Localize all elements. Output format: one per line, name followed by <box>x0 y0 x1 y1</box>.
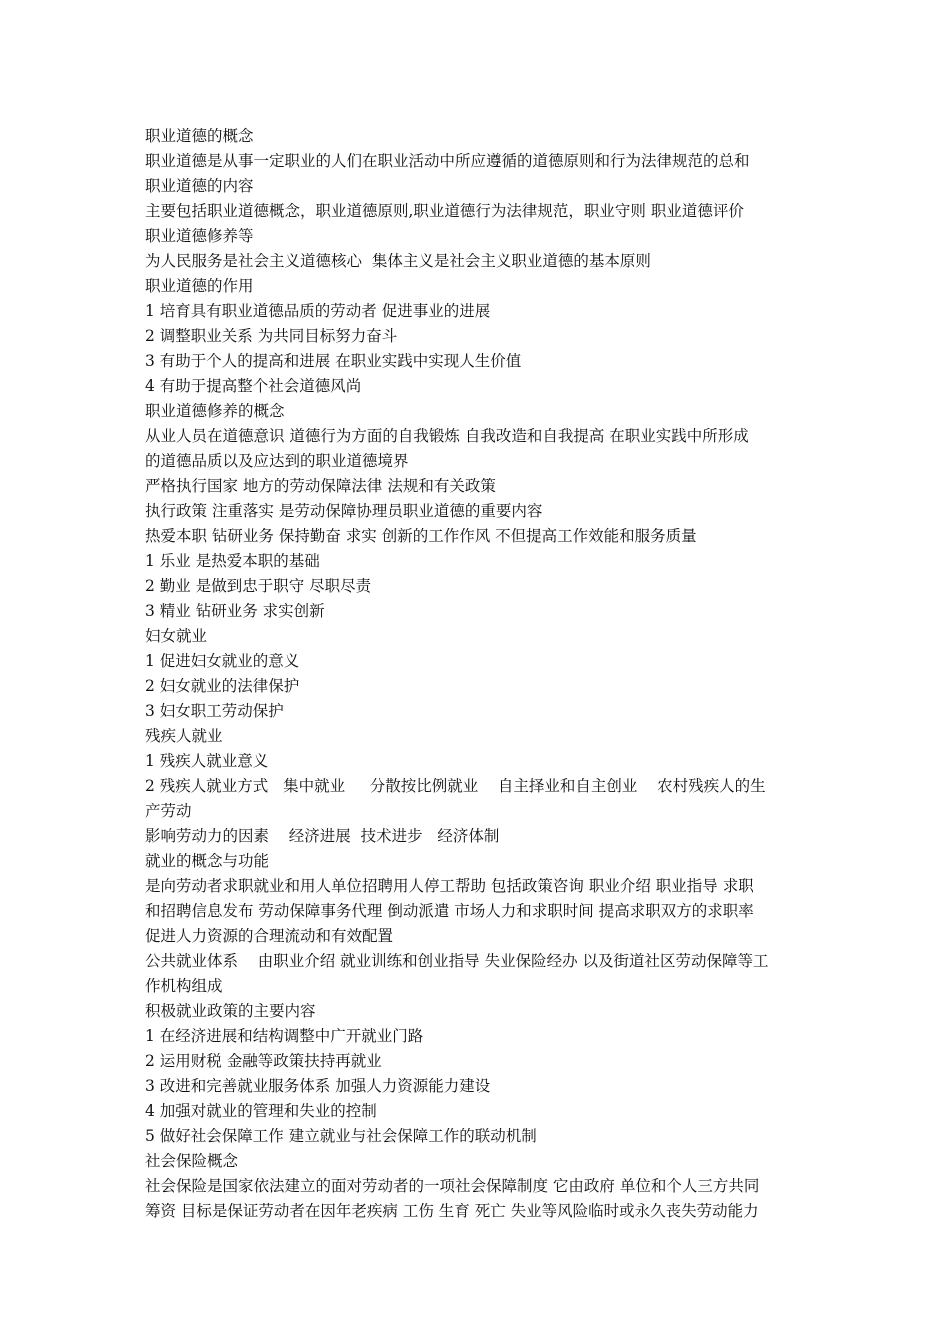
heading-ethics-cultivation-concept: 职业道德修养的概念 <box>145 402 285 420</box>
document-page <box>145 124 813 1224</box>
heading-employment-concept-function: 就业的概念与功能 <box>145 852 270 870</box>
heading-active-employment-policy: 积极就业政策的主要内容 <box>145 1002 316 1020</box>
list-item: 3 精业 钻研业务 求实创新 <box>145 602 325 620</box>
list-item: 1 在经济进展和结构调整中广开就业门路 <box>145 1027 424 1045</box>
list-item: 1 残疾人就业意义 <box>145 752 269 770</box>
paragraph-line: 主要包括职业道德概念，职业道德原则,职业道德行为法律规范，职业守则 职业道德评价 <box>145 202 744 220</box>
paragraph-line: 严格执行国家 地方的劳动保障法律 法规和有关政策 <box>145 477 496 495</box>
paragraph-line: 的道德品质以及应达到的职业道德境界 <box>145 452 409 470</box>
heading-social-insurance-concept: 社会保险概念 <box>145 1152 239 1170</box>
paragraph-line: 促进人力资源的合理流动和有效配置 <box>145 927 394 945</box>
paragraph-line: 职业道德修养等 <box>145 227 254 245</box>
list-item: 2 运用财税 金融等政策扶持再就业 <box>145 1052 382 1070</box>
paragraph-line: 是向劳动者求职就业和用人单位招聘用人停工帮助 包括政策咨询 职业介绍 职业指导 求职 <box>145 877 754 895</box>
list-item: 2 妇女就业的法律保护 <box>145 677 300 695</box>
list-item: 2 勤业 是做到忠于职守 尽职尽责 <box>145 577 372 595</box>
paragraph-line: 和招聘信息发布 劳动保障事务代理 倒动派遣 市场人力和求职时间 提高求职双方的求职率 <box>145 902 754 920</box>
heading-professional-ethics-concept: 职业道德的概念 <box>145 127 254 145</box>
heading-professional-ethics-content: 职业道德的内容 <box>145 177 254 195</box>
heading-professional-ethics-role: 职业道德的作用 <box>145 277 254 295</box>
list-item: 4 加强对就业的管理和失业的控制 <box>145 1102 377 1120</box>
list-item: 4 有助于提高整个社会道德风尚 <box>145 377 362 395</box>
list-item: 2 调整职业关系 为共同目标努力奋斗 <box>145 327 398 345</box>
list-item: 3 妇女职工劳动保护 <box>145 702 284 720</box>
paragraph-line: 影响劳动力的因素 经济进展 技术进步 经济体制 <box>145 827 500 845</box>
paragraph-line: 筹资 目标是保证劳动者在因年老疾病 工伤 生育 死亡 失业等风险临时或永久丧失劳动能力 <box>145 1202 759 1220</box>
heading-disabled-employment: 残疾人就业 <box>145 727 223 745</box>
paragraph-line: 执行政策 注重落实 是劳动保障协理员职业道德的重要内容 <box>145 502 543 520</box>
paragraph-line: 从业人员在道德意识 道德行为方面的自我锻炼 自我改造和自我提高 在职业实践中所形成 <box>145 427 749 445</box>
paragraph-line: 公共就业体系 由职业介绍 就业训练和创业指导 失业保险经办 以及街道社区劳动保障等工 <box>145 952 769 970</box>
paragraph-line: 社会保险是国家依法建立的面对劳动者的一项社会保障制度 它由政府 单位和个人三方共同 <box>145 1177 760 1195</box>
list-item: 1 乐业 是热爱本职的基础 <box>145 552 320 570</box>
paragraph-line: 热爱本职 钻研业务 保持勤奋 求实 创新的工作作风 不但提高工作效能和服务质量 <box>145 527 697 545</box>
list-item: 1 培育具有职业道德品质的劳动者 促进事业的进展 <box>145 302 491 320</box>
list-item: 3 改进和完善就业服务体系 加强人力资源能力建设 <box>145 1077 491 1095</box>
list-item: 5 做好社会保障工作 建立就业与社会保障工作的联动机制 <box>145 1127 537 1145</box>
list-item: 2 残疾人就业方式 集中就业 分散按比例就业 自主择业和自主创业 农村残疾人的生 <box>145 777 766 795</box>
list-item: 3 有助于个人的提高和进展 在职业实践中实现人生价值 <box>145 352 522 370</box>
heading-women-employment: 妇女就业 <box>145 627 208 645</box>
paragraph-line: 职业道德是从事一定职业的人们在职业活动中所应遵循的道德原则和行为法律规范的总和 <box>145 152 750 170</box>
paragraph-line: 为人民服务是社会主义道德核心 集体主义是社会主义职业道德的基本原则 <box>145 252 651 270</box>
paragraph-line: 产劳动 <box>145 802 192 820</box>
paragraph-line: 作机构组成 <box>145 977 223 995</box>
list-item: 1 促进妇女就业的意义 <box>145 652 300 670</box>
